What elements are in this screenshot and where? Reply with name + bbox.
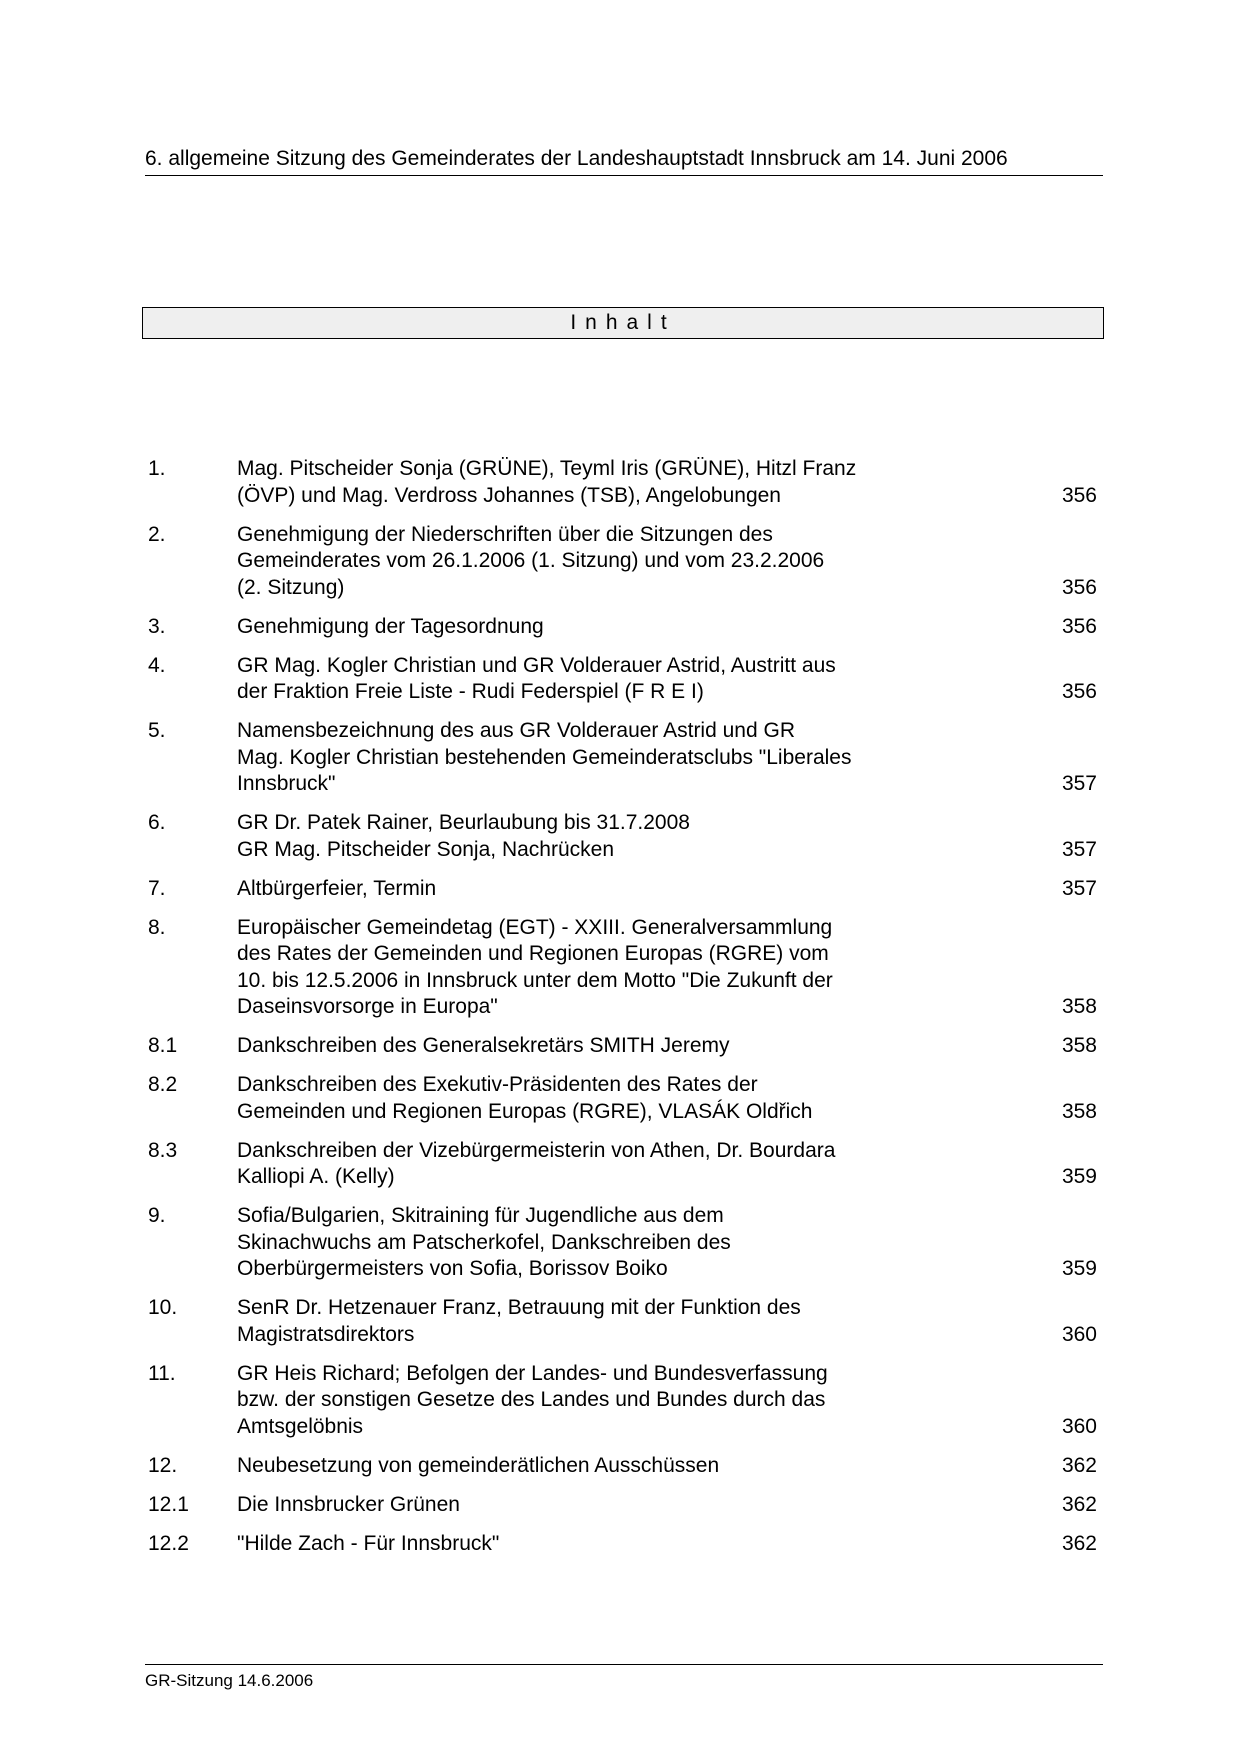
- toc-entry: [148, 456, 1100, 509]
- table-of-contents: [148, 456, 1100, 1570]
- toc-entry: [148, 653, 1100, 706]
- toc-entry-text-line: (ÖVP) und Mag. Verdross Johannes (TSB), Angelobungen: [237, 483, 781, 507]
- contents-heading-box: [142, 307, 1104, 339]
- toc-entry-page-number: 358: [1061, 1034, 1097, 1057]
- toc-entry-text: [237, 1203, 937, 1283]
- toc-entry-text-line: Sofia/Bulgarien, Skitraining für Jugendliche aus dem: [237, 1204, 724, 1227]
- toc-entry-text-line: Mag. Pitscheider Sonja (GRÜNE), Teyml Iris (GRÜNE), Hitzl Franz: [237, 457, 857, 480]
- toc-entry-text: [237, 810, 937, 863]
- toc-entry-text: [237, 915, 937, 1021]
- toc-entry-text-line: Gemeinden und Regionen Europas (RGRE), VLASÁK Oldřich: [237, 1099, 813, 1123]
- toc-entry: [148, 1033, 1100, 1060]
- toc-entry-page-number: 358: [1061, 1099, 1097, 1123]
- page-header: [145, 145, 1103, 176]
- toc-entry: [148, 1072, 1100, 1125]
- toc-entry-number: 8.1: [148, 1034, 178, 1057]
- toc-entry-text-line: Innsbruck": [237, 772, 336, 795]
- toc-entry-text: [237, 1138, 937, 1191]
- toc-entry-text: [237, 522, 937, 602]
- page-title: 6. allgemeine Sitzung des Gemeinderates der Landeshauptstadt Innsbruck am 14. Juni 2006: [145, 147, 1008, 170]
- toc-entry-page-number: 356: [1061, 680, 1097, 703]
- toc-entry-text-line: Die Innsbrucker Grünen: [237, 1492, 460, 1516]
- toc-entry-number: 10.: [148, 1296, 178, 1319]
- toc-entry-page-number: 358: [1061, 995, 1097, 1018]
- toc-entry-number: 12.2: [148, 1531, 189, 1555]
- toc-entry: [148, 1531, 1100, 1558]
- toc-entry-text-line: des Rates der Gemeinden und Regionen Europas (RGRE) vom: [237, 942, 829, 965]
- toc-entry-page-number: 362: [1061, 1531, 1097, 1555]
- toc-entry-text: [237, 653, 937, 706]
- toc-entry-page-number: 359: [1061, 1165, 1097, 1188]
- toc-entry-text: [237, 614, 937, 641]
- toc-entry-text-line: Genehmigung der Niederschriften über die Sitzungen des: [237, 522, 773, 546]
- toc-entry-text-line: (2. Sitzung): [237, 575, 345, 599]
- toc-entry-number: 1.: [148, 457, 166, 480]
- toc-entry-text-line: Genehmigung der Tagesordnung: [237, 614, 544, 638]
- toc-entry-number: 8.: [148, 915, 166, 939]
- toc-entry-text-line: GR Heis Richard; Befolgen der Landes- und Bundesverfassung: [237, 1361, 828, 1385]
- toc-entry-page-number: 357: [1061, 837, 1097, 861]
- toc-entry-text-line: GR Mag. Kogler Christian und GR Volderauer Astrid, Austritt aus: [237, 653, 836, 677]
- toc-entry-text-line: Dankschreiben der Vizebürgermeisterin von Athen, Dr. Bourdara: [237, 1138, 836, 1162]
- toc-entry: [148, 718, 1100, 798]
- toc-entry-text-line: Daseinsvorsorge in Europa": [237, 995, 498, 1018]
- toc-entry: [148, 1361, 1100, 1441]
- toc-entry-page-number: 356: [1061, 483, 1097, 507]
- toc-entry-text: [237, 1492, 937, 1519]
- toc-entry: [148, 876, 1100, 903]
- toc-entry-text: [237, 876, 937, 903]
- toc-entry-text: [237, 1453, 937, 1480]
- toc-entry-number: 8.3: [148, 1138, 178, 1162]
- toc-entry-number: 11.: [148, 1361, 176, 1385]
- toc-entry-text-line: Namensbezeichnung des aus GR Volderauer Astrid und GR: [237, 719, 795, 742]
- toc-entry: [148, 810, 1100, 863]
- toc-entry-text-line: Amtsgelöbnis: [237, 1414, 364, 1438]
- toc-entry-text: [237, 1361, 937, 1441]
- toc-entry-text-line: 10. bis 12.5.2006 in Innsbruck unter dem Motto "Die Zukunft der: [237, 968, 833, 992]
- toc-entry-text-line: GR Mag. Pitscheider Sonja, Nachrücken: [237, 837, 615, 861]
- toc-entry-page-number: 356: [1061, 575, 1097, 599]
- toc-entry-number: 3.: [148, 614, 166, 638]
- toc-entry-text-line: Dankschreiben des Exekutiv-Präsidenten des Rates der: [237, 1073, 758, 1096]
- toc-entry-number: 2.: [148, 522, 166, 546]
- toc-entry-page-number: 360: [1061, 1414, 1097, 1438]
- toc-entry-text-line: "Hilde Zach - Für Innsbruck": [237, 1531, 500, 1555]
- page-footer: [145, 1664, 1103, 1692]
- toc-entry-text-line: Gemeinderates vom 26.1.2006 (1. Sitzung) und vom 23.2.2006: [237, 549, 825, 572]
- toc-entry-text: [237, 1531, 937, 1558]
- toc-entry: [148, 614, 1100, 641]
- toc-entry-number: 9.: [148, 1204, 166, 1227]
- toc-entry-text-line: Altbürgerfeier, Termin: [237, 876, 437, 900]
- toc-entry-number: 7.: [148, 876, 166, 900]
- toc-entry-text-line: bzw. der sonstigen Gesetze des Landes und Bundes durch das: [237, 1388, 826, 1411]
- toc-entry-text-line: der Fraktion Freie Liste - Rudi Federspiel (F R E I): [237, 680, 704, 703]
- toc-entry-text-line: Magistratsdirektors: [237, 1322, 415, 1346]
- toc-entry-number: 4.: [148, 653, 166, 677]
- toc-entry-number: 6.: [148, 811, 166, 834]
- toc-entry-text-line: Skinachwuchs am Patscherkofel, Dankschreiben des: [237, 1230, 731, 1254]
- toc-entry-text-line: Mag. Kogler Christian bestehenden Gemeinderatsclubs "Liberales: [237, 745, 852, 769]
- toc-entry-text-line: GR Dr. Patek Rainer, Beurlaubung bis 31.7.2008: [237, 811, 690, 834]
- toc-entry: [148, 1453, 1100, 1480]
- toc-entry-text-line: SenR Dr. Hetzenauer Franz, Betrauung mit der Funktion des: [237, 1296, 801, 1319]
- toc-entry-text-line: Oberbürgermeisters von Sofia, Borissov Boiko: [237, 1257, 668, 1280]
- toc-entry-number: 5.: [148, 719, 166, 742]
- toc-entry-text-line: Europäischer Gemeindetag (EGT) - XXIII. Generalversammlung: [237, 915, 833, 939]
- toc-entry-number: 12.1: [148, 1492, 189, 1516]
- toc-entry-page-number: 362: [1061, 1453, 1097, 1477]
- toc-entry-text: [237, 718, 937, 798]
- toc-entry-number: 12.: [148, 1453, 178, 1477]
- footer-text: GR-Sitzung 14.6.2006: [145, 1671, 314, 1690]
- toc-entry-page-number: 356: [1061, 614, 1097, 638]
- toc-entry-page-number: 362: [1061, 1492, 1097, 1516]
- toc-entry-text: [237, 1072, 937, 1125]
- toc-entry: [148, 1203, 1100, 1283]
- contents-heading: Inhalt: [570, 311, 676, 334]
- toc-entry: [148, 1295, 1100, 1348]
- toc-entry-page-number: 357: [1061, 876, 1097, 900]
- toc-entry-page-number: 359: [1061, 1257, 1097, 1280]
- toc-entry-text: [237, 1295, 937, 1348]
- toc-entry-text-line: Neubesetzung von gemeinderätlichen Ausschüssen: [237, 1453, 720, 1477]
- toc-entry-page-number: 360: [1061, 1322, 1097, 1346]
- toc-entry: [148, 1492, 1100, 1519]
- toc-entry-text-line: Dankschreiben des Generalsekretärs SMITH Jeremy: [237, 1034, 730, 1057]
- toc-entry: [148, 522, 1100, 602]
- toc-entry-text: [237, 1033, 937, 1060]
- toc-entry: [148, 1138, 1100, 1191]
- toc-entry: [148, 915, 1100, 1021]
- toc-entry-text: [237, 456, 937, 509]
- toc-entry-page-number: 357: [1061, 772, 1097, 795]
- toc-entry-text-line: Kalliopi A. (Kelly): [237, 1165, 395, 1188]
- toc-entry-number: 8.2: [148, 1073, 178, 1096]
